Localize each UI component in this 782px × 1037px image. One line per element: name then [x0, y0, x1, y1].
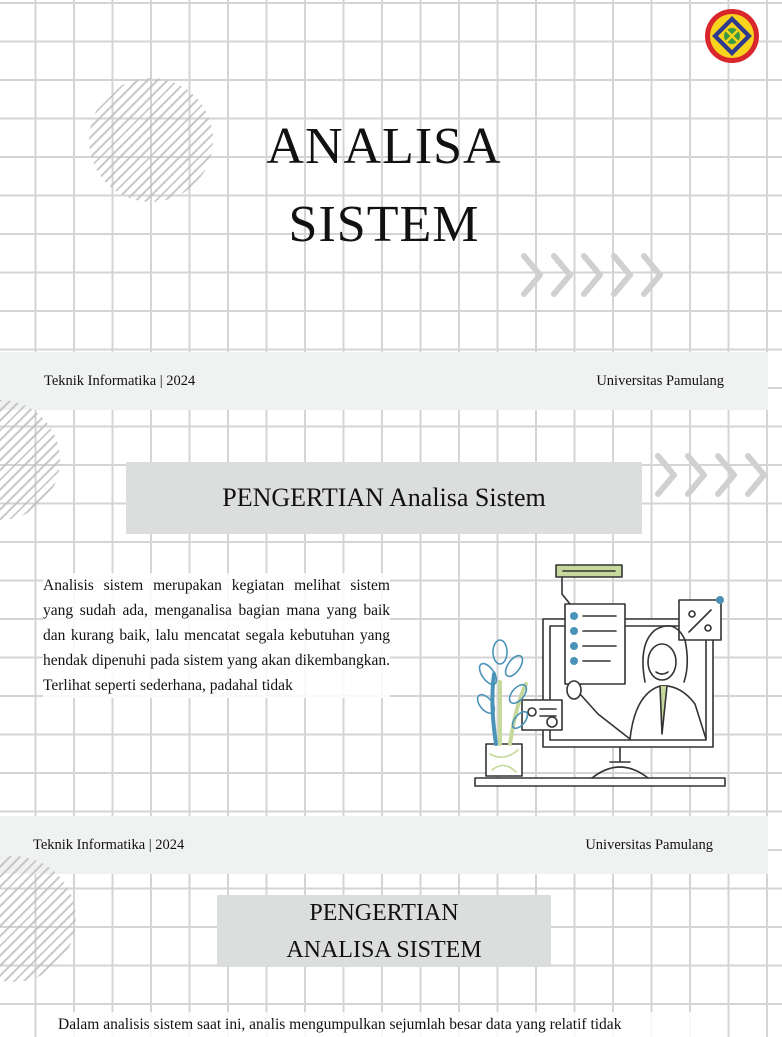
definition-paragraph: Analisis sistem merupakan kegiatan melihat sistem yang sudah ada, menganalisa bagian mana yang baik dan kurang baik, lalu mencatat segala kebutuhan yang hendak dipenuhi pada sistem yang akan dikembangkan. Terlihat seperti sederhana, padahal tidak	[43, 573, 390, 698]
section-heading: PENGERTIAN Analisa Sistem	[126, 462, 642, 534]
section-heading	[217, 895, 551, 967]
chevron-arrows-decoration	[652, 450, 782, 500]
footer-university: Universitas Pamulang	[596, 373, 724, 389]
slide-footer	[0, 352, 768, 410]
title-line: SISTEM	[288, 196, 480, 253]
heading-line: ANALISA SISTEM	[286, 937, 482, 963]
woman-at-monitor-illustration	[470, 564, 732, 794]
footer-course: Teknik Informatika | 2024	[44, 373, 196, 389]
university-logo	[704, 8, 760, 64]
hatched-circle-decoration	[0, 400, 60, 520]
definition-detail-slide	[0, 866, 768, 1033]
title-slide	[0, 0, 768, 410]
footer-university: Universitas Pamulang	[585, 837, 713, 853]
page-title	[0, 108, 768, 264]
definition-slide	[0, 430, 768, 866]
hatched-circle-decoration	[0, 856, 76, 982]
heading-line: PENGERTIAN	[309, 900, 459, 926]
footer-course: Teknik Informatika | 2024	[33, 837, 185, 853]
detail-paragraph: Dalam analisis sistem saat ini, analis mengumpulkan sejumlah besar data yang relatif tidak	[58, 1012, 710, 1037]
title-line: ANALISA	[266, 118, 502, 175]
